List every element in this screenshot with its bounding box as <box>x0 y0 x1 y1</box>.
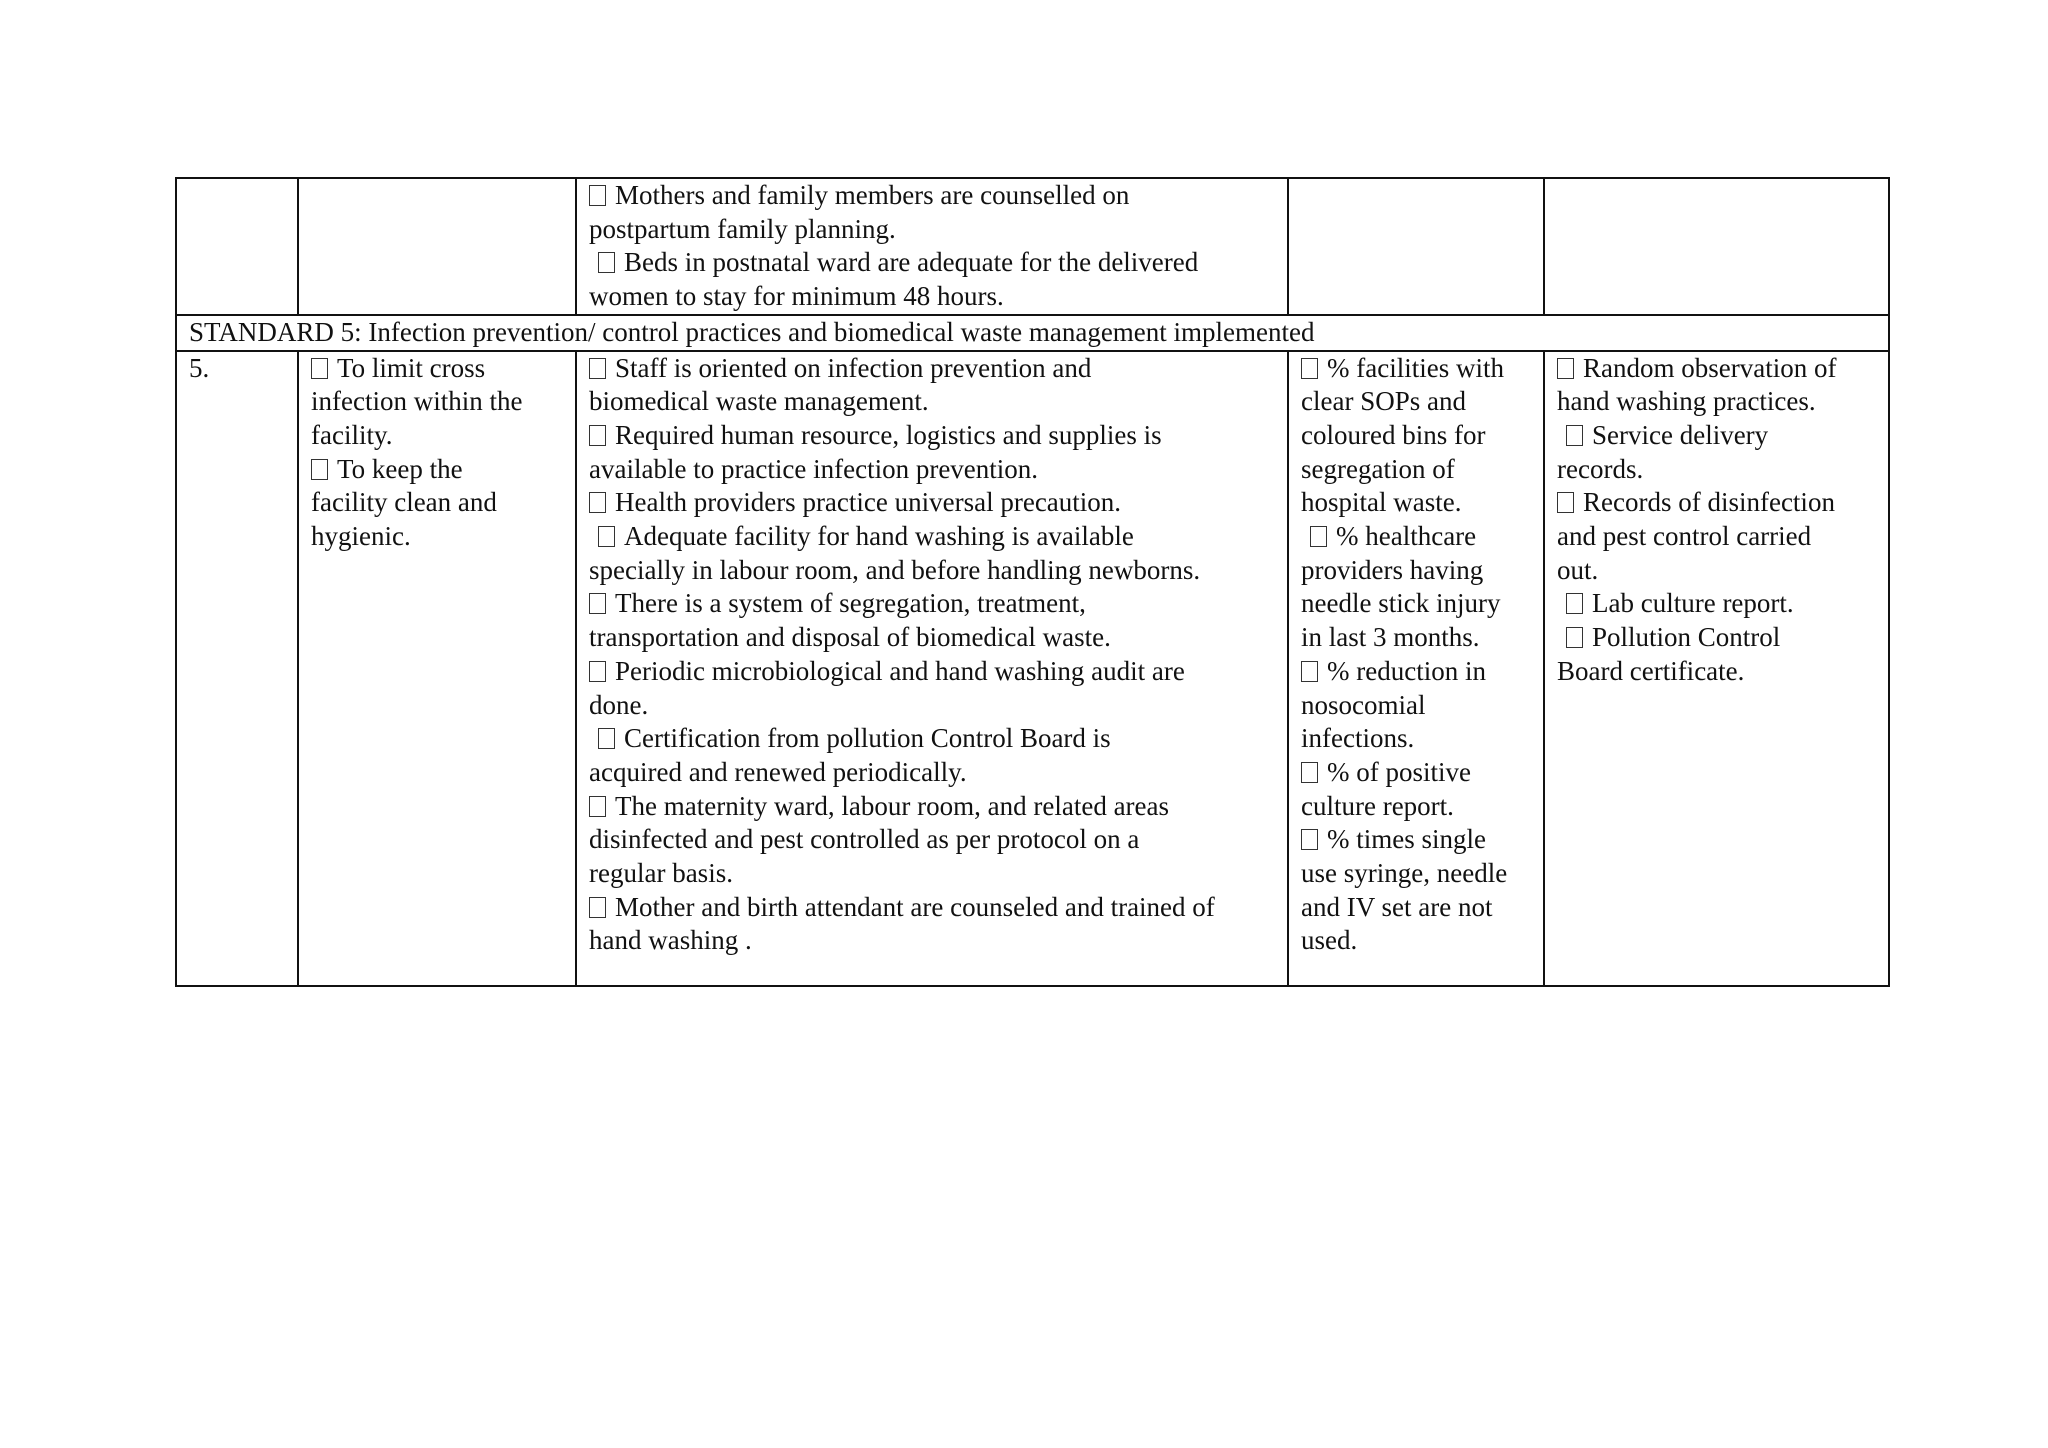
list-item-text: There is a system of segregation, treatment, <box>615 588 1086 619</box>
list-item-text: facility. <box>311 419 393 450</box>
list-item-text: transportation and disposal of biomedical waste. <box>589 622 1111 653</box>
list-item-line <box>311 352 563 386</box>
number-cell <box>176 351 298 986</box>
list-item-line <box>1557 621 1876 655</box>
objective-cell-empty <box>298 178 576 315</box>
list-item-line <box>1301 520 1531 554</box>
list-item-line <box>1557 385 1876 419</box>
list-item-text: % facilities with <box>1327 352 1504 383</box>
list-item-line <box>1557 486 1876 520</box>
activities-cell <box>576 351 1288 986</box>
list-item-text: regular basis. <box>589 858 733 889</box>
bullet-box-icon <box>598 252 615 273</box>
list-item-text: hospital waste. <box>1301 487 1462 518</box>
list-item <box>1557 621 1876 688</box>
list-item-line <box>311 453 563 487</box>
list-item-text: in last 3 months. <box>1301 622 1480 653</box>
list-item-text: postpartum family planning. <box>589 213 896 244</box>
list-item-line <box>1301 385 1531 419</box>
list-item-text: out. <box>1557 554 1599 585</box>
list-item <box>311 352 563 453</box>
standard-heading-row <box>176 315 1889 351</box>
bullet-box-icon <box>589 897 606 918</box>
list-item <box>589 587 1275 654</box>
list-item-text: Service delivery <box>1592 419 1769 450</box>
list-item-line <box>589 213 1275 247</box>
bullet-box-icon <box>1310 526 1327 547</box>
bullet-box-icon <box>1301 762 1318 783</box>
indicators-cell <box>1288 351 1544 986</box>
list-item-line <box>589 689 1275 723</box>
bullet-box-icon <box>589 492 606 513</box>
bullet-box-icon <box>1566 425 1583 446</box>
list-item-text: infections. <box>1301 723 1415 754</box>
list-item-text: Mothers and family members are counselled on <box>615 180 1130 210</box>
bullet-box-icon <box>1301 358 1318 379</box>
list-item-line <box>1301 587 1531 621</box>
bullet-box-icon <box>1557 358 1574 379</box>
list-item <box>589 891 1275 958</box>
list-item-text: Random observation of <box>1583 352 1837 383</box>
list-item-line <box>311 486 563 520</box>
bullet-box-icon <box>1566 593 1583 614</box>
list-item-text: Staff is oriented on infection prevention and <box>615 352 1092 383</box>
list-item-text: Periodic microbiological and hand washing audit are <box>615 655 1185 686</box>
continuation-row <box>176 178 1889 315</box>
list-item-line <box>589 246 1275 280</box>
list-item-text: use syringe, needle <box>1301 858 1508 889</box>
list-item-line <box>1301 554 1531 588</box>
list-item-text: disinfected and pest controlled as per protocol on a <box>589 824 1140 855</box>
list-item-line <box>1301 621 1531 655</box>
list-item-line <box>589 891 1275 925</box>
list-item <box>311 453 563 554</box>
list-item-text: Lab culture report. <box>1592 588 1794 619</box>
list-item-text: culture report. <box>1301 790 1454 821</box>
list-item <box>589 520 1275 587</box>
list-item-line <box>589 520 1275 554</box>
list-item-line <box>589 486 1275 520</box>
bullet-box-icon <box>1557 492 1574 513</box>
list-item-text: specially in labour room, and before handling newborns. <box>589 554 1201 585</box>
list-item-line <box>589 722 1275 756</box>
standard-heading: STANDARD 5: Infection prevention/ control practices and biomedical waste management implemented <box>176 315 1889 351</box>
list-item-text: acquired and renewed periodically. <box>589 756 967 787</box>
list-item-text: hygienic. <box>311 521 411 552</box>
list-item-text: The maternity ward, labour room, and related areas <box>615 790 1170 821</box>
list-item-line <box>1301 486 1531 520</box>
bullet-box-icon <box>311 358 328 379</box>
list-item-text: and pest control carried <box>1557 521 1812 552</box>
list-item-line <box>1557 655 1876 689</box>
list-item <box>1557 419 1876 486</box>
list-item-text: coloured bins for <box>1301 419 1486 450</box>
list-item <box>589 352 1275 419</box>
list-item-text: To limit cross <box>337 352 486 383</box>
list-item <box>1301 352 1531 521</box>
number-cell-empty <box>176 178 298 315</box>
list-item-line <box>1557 520 1876 554</box>
list-item-line <box>311 419 563 453</box>
list-item-line <box>589 924 1275 958</box>
list-item-line <box>1301 823 1531 857</box>
list-item-line <box>589 453 1275 487</box>
list-item-line <box>589 587 1275 621</box>
list-item-text: hand washing practices. <box>1557 386 1816 417</box>
list-item-text: infection within the <box>311 386 523 417</box>
list-item-text: % healthcare <box>1336 521 1477 552</box>
list-item-line <box>589 280 1275 314</box>
bullet-box-icon <box>1301 661 1318 682</box>
list-item-text: done. <box>589 689 649 720</box>
list-item <box>589 246 1275 313</box>
list-item-line <box>1301 453 1531 487</box>
list-item-line <box>589 385 1275 419</box>
list-item-text: % reduction in <box>1327 655 1486 686</box>
list-item-line <box>589 621 1275 655</box>
list-item-text: Beds in postnatal ward are adequate for the delivered <box>624 247 1199 278</box>
list-item-line <box>589 179 1275 213</box>
list-item-text: Mother and birth attendant are counseled and trained of <box>615 891 1215 922</box>
bullet-box-icon <box>311 459 328 480</box>
list-item-line <box>1301 891 1531 925</box>
list-item-text: clear SOPs and <box>1301 386 1466 417</box>
list-item-line <box>589 352 1275 386</box>
bullet-box-icon <box>598 728 615 749</box>
list-item-text: providers having <box>1301 554 1484 585</box>
list-item <box>1557 486 1876 587</box>
list-item <box>589 790 1275 891</box>
bullet-box-icon <box>1301 829 1318 850</box>
list-item-line <box>1557 554 1876 588</box>
list-item-line <box>1301 924 1531 958</box>
list-item-line <box>589 756 1275 790</box>
list-item-text: segregation of <box>1301 453 1455 484</box>
bullet-box-icon <box>1566 627 1583 648</box>
list-item-text: and IV set are not <box>1301 891 1493 922</box>
list-item <box>589 722 1275 789</box>
indicators-cell-empty <box>1288 178 1544 315</box>
list-item-line <box>311 385 563 419</box>
bullet-box-icon <box>589 185 606 206</box>
bullet-box-icon <box>589 425 606 446</box>
list-item-line <box>589 419 1275 453</box>
list-item-text: % of positive <box>1327 756 1471 787</box>
list-item <box>589 419 1275 486</box>
list-item-line <box>1301 722 1531 756</box>
list-item-text: nosocomial <box>1301 689 1426 720</box>
list-item <box>1301 520 1531 655</box>
list-item-line <box>1301 857 1531 891</box>
list-item <box>1301 655 1531 756</box>
list-item-line <box>589 554 1275 588</box>
list-item <box>589 486 1275 520</box>
bullet-box-icon <box>589 358 606 379</box>
list-item <box>589 655 1275 722</box>
objectives-cell <box>298 351 576 986</box>
list-item-line <box>1557 587 1876 621</box>
list-item-text: Health providers practice universal precaution. <box>615 487 1122 518</box>
list-item-text: Pollution Control <box>1592 622 1781 653</box>
list-item-text: facility clean and <box>311 487 497 518</box>
list-item <box>1301 823 1531 958</box>
list-item-line <box>1301 419 1531 453</box>
list-item-text: used. <box>1301 925 1358 956</box>
bullet-box-icon <box>589 661 606 682</box>
list-item-line <box>589 790 1275 824</box>
list-item-text: available to practice infection prevention. <box>589 453 1039 484</box>
bullet-box-icon <box>589 796 606 817</box>
list-item-line <box>1557 419 1876 453</box>
list-item <box>1557 587 1876 621</box>
list-item-line <box>1301 790 1531 824</box>
standards-table <box>175 177 1890 987</box>
list-item-line <box>1557 352 1876 386</box>
list-item-line <box>589 655 1275 689</box>
list-item-text: Board certificate. <box>1557 655 1745 686</box>
list-item-text: needle stick injury <box>1301 588 1501 619</box>
bullet-box-icon <box>589 593 606 614</box>
list-item-line <box>1301 655 1531 689</box>
list-item-line <box>589 857 1275 891</box>
list-item-line <box>589 823 1275 857</box>
list-item-line <box>1301 756 1531 790</box>
list-item-line <box>311 520 563 554</box>
activities-cell <box>576 178 1288 315</box>
list-item-line <box>1301 352 1531 386</box>
list-item <box>1557 352 1876 419</box>
list-item-text: Certification from pollution Control Board is <box>624 723 1111 754</box>
list-item-text: biomedical waste management. <box>589 386 929 417</box>
list-item-line <box>1301 689 1531 723</box>
list-item-text: records. <box>1557 453 1644 484</box>
list-item-text: Adequate facility for hand washing is available <box>624 521 1134 552</box>
list-item-line <box>1557 453 1876 487</box>
list-item-text: women to stay for minimum 48 hours. <box>589 281 1004 312</box>
list-item-text: Records of disinfection <box>1583 487 1835 518</box>
verification-cell-empty <box>1544 178 1889 315</box>
list-item-text: hand washing . <box>589 925 752 956</box>
verification-cell <box>1544 351 1889 986</box>
list-item-text: % times single <box>1327 824 1486 855</box>
list-item <box>1301 756 1531 823</box>
bullet-box-icon <box>598 526 615 547</box>
standard-5-row <box>176 351 1889 986</box>
list-item-text: To keep the <box>337 453 463 484</box>
list-item <box>589 179 1275 246</box>
list-item-text: Required human resource, logistics and supplies is <box>615 419 1162 450</box>
standard-number: 5. <box>189 352 210 383</box>
